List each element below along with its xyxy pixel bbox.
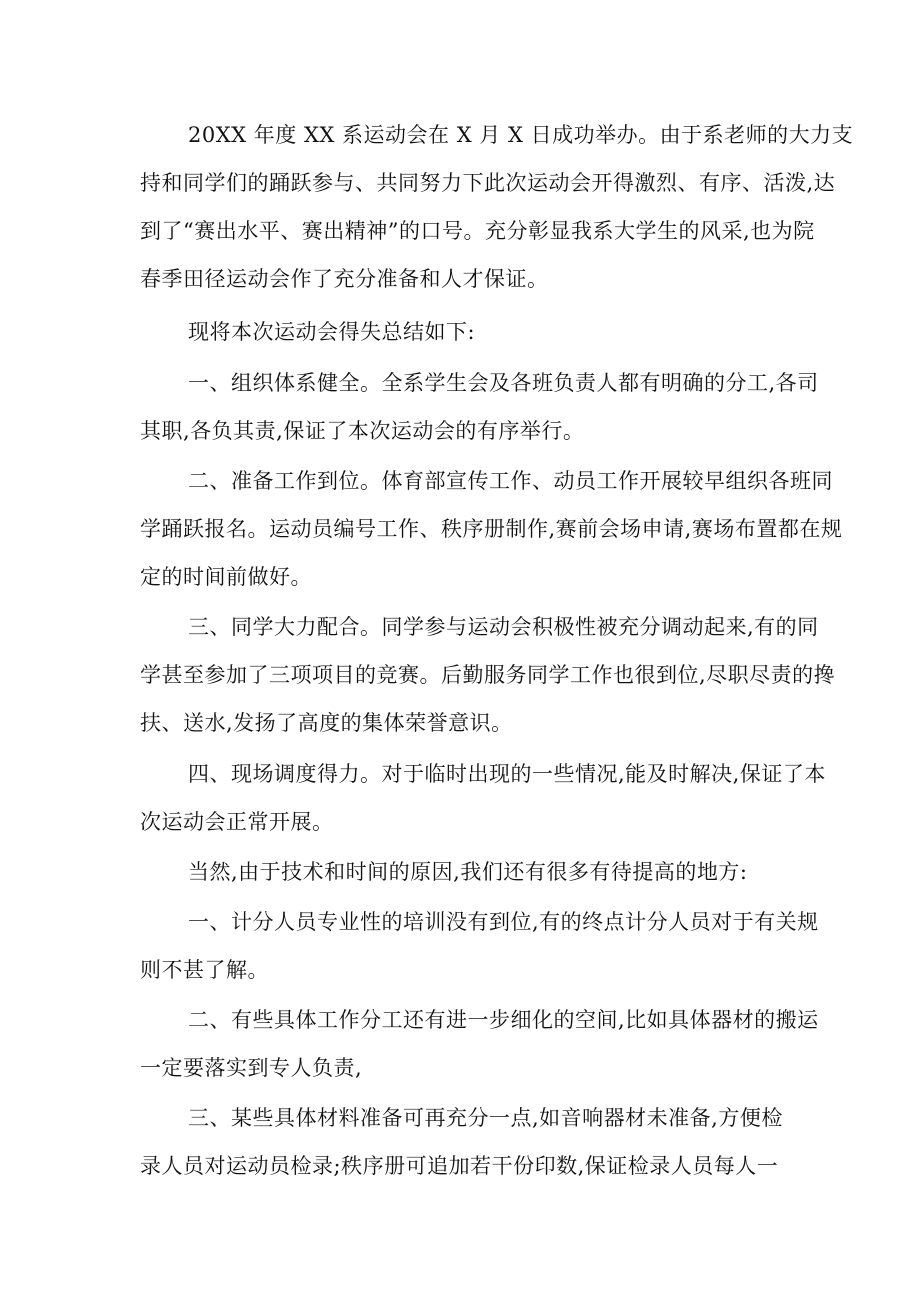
text-line: 三、同学大力配合。同学参与运动会积极性被充分调动起来,有的同	[188, 615, 819, 639]
text-line: 次运动会正常开展。	[140, 810, 334, 834]
text-line: 一、组织体系健全。全系学生会及各班负责人都有明确的分工,各司	[188, 371, 819, 395]
text-line: 三、某些具体材料准备可再充分一点,如音响器材未准备,方便检	[188, 1106, 783, 1130]
text-line: 录人员对运动员检录;秩序册可追加若干份印数,保证检录人员每人一	[140, 1154, 779, 1178]
text-line: 定的时间前做好。	[140, 565, 312, 589]
text-line: 持和同学们的踊跃参与、共同努力下此次运动会开得激烈、有序、活泼,达	[140, 171, 836, 195]
text-line: 扶、送水,发扬了高度的集体荣誉意识。	[140, 711, 513, 735]
text-line: 则不甚了解。	[140, 958, 269, 982]
text-line: 二、准备工作到位。体育部宣传工作、动员工作开展较早组织各班同	[188, 469, 833, 493]
text-line: 四、现场调度得力。对于临时出现的一些情况,能及时解决,保证了本	[188, 762, 826, 786]
text-line: 20XX 年度 XX 系运动会在 X 月 X 日成功举办。由于系老师的大力支	[188, 123, 854, 147]
text-line: 二、有些具体工作分工还有进一步细化的空间,比如具体器材的搬运	[188, 1008, 819, 1032]
text-line: 当然,由于技术和时间的原因,我们还有很多有待提高的地方:	[188, 860, 748, 884]
text-line: 一、计分人员专业性的培训没有到位,有的终点计分人员对于有关规	[188, 910, 819, 934]
text-line: 学甚至参加了三项项目的竞赛。后勤服务同学工作也很到位,尽职尽责的搀	[140, 663, 836, 687]
text-line: 一定要落实到专人负责,	[140, 1056, 363, 1080]
text-line: 到了“赛出水平、赛出精神”的口号。充分彰显我系大学生的风采,也为院	[140, 219, 815, 243]
text-line: 现将本次运动会得失总结如下:	[188, 320, 476, 344]
text-line: 春季田径运动会作了充分准备和人才保证。	[140, 267, 549, 291]
text-line: 其职,各负其责,保证了本次运动会的有序举行。	[140, 419, 585, 443]
text-line: 学踊跃报名。运动员编号工作、秩序册制作,赛前会场申请,赛场布置都在规	[140, 517, 843, 541]
